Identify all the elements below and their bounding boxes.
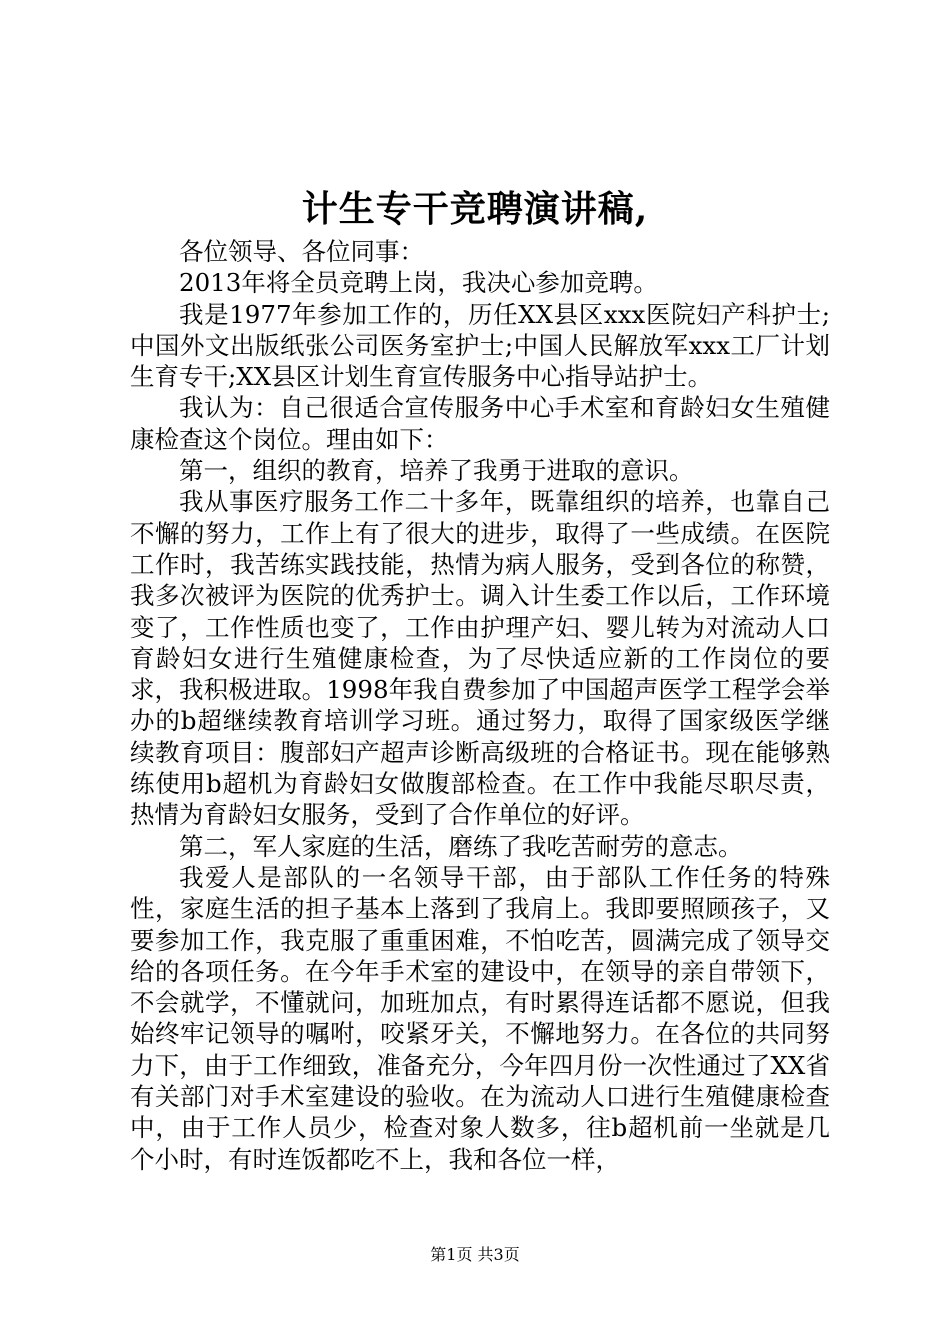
page-number-footer: 第1页 共3页 — [430, 1245, 520, 1264]
paragraph-first-detail: 我从事医疗服务工作二十多年，既靠组织的培养，也靠自己不懈的努力，工作上有了很大的进步，取得了一些成绩。在医院工作时，我苦练实践技能，热情为病人服务，受到各位的称赞，我多次被评为医院的优秀护士。调入计生委工作以后，工作环境变了，工作性质也变了，工作由护理产妇、婴儿转为对流动人口育龄妇女进行生殖健康检查，为了尽快适应新的工作岗位的要求，我积极进取。1998年我自费参加了中国超声医学工程学会举办的b超继续教育培训学习班。通过努力，取得了国家级医学继续教育项目：腹部妇产超声诊断高级班的合格证书。现在能够熟练使用b超机为育龄妇女做腹部检查。在工作中我能尽职尽责，热情为育龄妇女服务，受到了合作单位的好评。 — [130, 487, 830, 830]
paragraph-heading-second: 第二，军人家庭的生活，磨练了我吃苦耐劳的意志。 — [179, 831, 743, 861]
paragraph-background: 我是1977年参加工作的，历任XX县区xxx医院妇产科护士;中国外文出版纸张公司医务室护士;中国人民解放军xxx工厂计划生育专干;XX县区计划生育宣传服务中心指导站护士。 — [130, 299, 830, 392]
paragraph-salutation: 各位领导、各位同事： — [179, 237, 424, 266]
document-title: 计生专干竞聘演讲稿, — [301, 188, 649, 230]
paragraph-second-detail: 我爱人是部队的一名领导干部，由于部队工作任务的特殊性，家庭生活的担子基本上落到了我肩上。我即要照顾孩子，又要参加工作，我克服了重重困难，不怕吃苦，圆满完成了领导交给的各项任务。在今年手术室的建设中，在领导的亲自带领下，不会就学，不懂就问，加班加点，有时累得连话都不愿说，但我始终牢记领导的嘱咐，咬紧牙关，不懈地努力。在各位的共同努力下，由于工作细致，准备充分，今年四月份一次性通过了XX省有关部门对手术室建设的验收。在为流动人口进行生殖健康检查中，由于工作人员少，检查对象人数多，往b超机前一坐就是几个小时，有时连饭都吃不上，我和各位一样， — [130, 862, 830, 1174]
document-body — [130, 236, 830, 1175]
paragraph-heading-first: 第一，组织的教育，培养了我勇于进取的意识。 — [179, 456, 694, 486]
paragraph-intro: 2013年将全员竞聘上岗，我决心参加竞聘。 — [179, 268, 658, 298]
paragraph-position: 我认为：自己很适合宣传服务中心手术室和育龄妇女生殖健康检查这个岗位。理由如下： — [130, 393, 830, 454]
